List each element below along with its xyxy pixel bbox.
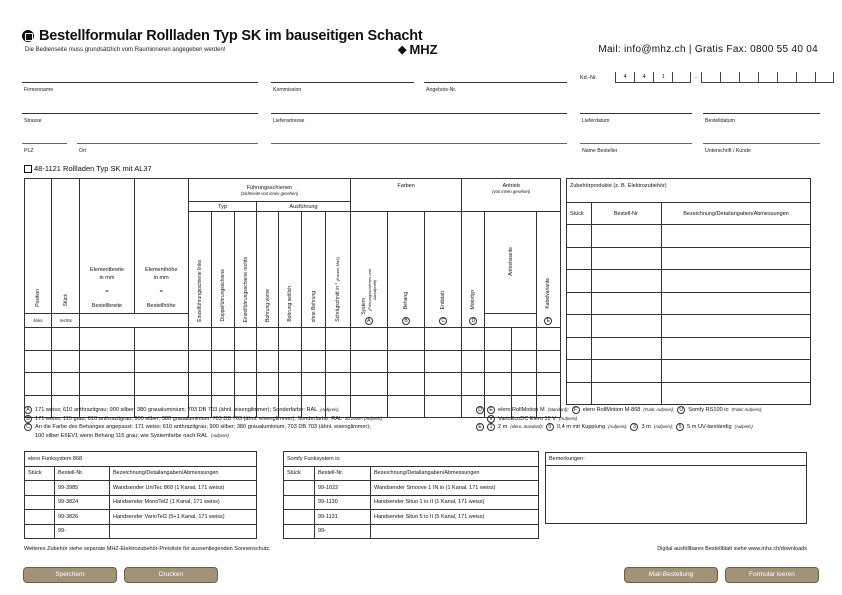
kd-digit-input[interactable] — [758, 72, 777, 83]
accessory-cell[interactable] — [567, 337, 592, 360]
marker-e: E — [544, 317, 552, 325]
order-cell[interactable] — [52, 328, 80, 351]
col-endstab: Endstab C — [425, 212, 462, 328]
accessory-cell[interactable] — [662, 225, 811, 248]
kd-digit-input[interactable]: 4 — [615, 72, 634, 83]
print-button[interactable]: Drucken — [124, 567, 218, 583]
accessory-cell[interactable] — [567, 270, 592, 293]
legend-item: 2 m — [498, 424, 508, 431]
somfy-qty-input[interactable] — [284, 524, 315, 539]
kd-digit-input[interactable]: 4 — [634, 72, 653, 83]
legend-code-icon: 0 — [546, 423, 554, 431]
lieferadresse-input[interactable] — [271, 113, 567, 114]
col-bohrung-seitlich: Bohrung seitlich — [279, 212, 302, 328]
accessory-cell[interactable] — [662, 270, 811, 293]
product-checkbox[interactable] — [24, 165, 32, 173]
accessories-title: Zubehörprodukte (z. B. Elektrozubehör) — [567, 179, 811, 203]
elero-cell: 99-3826 — [55, 510, 110, 525]
legend-code-icon: U — [677, 406, 685, 414]
clear-form-button[interactable]: Formular leeren — [725, 567, 819, 583]
accessory-cell[interactable] — [592, 337, 662, 360]
order-cell[interactable] — [80, 328, 134, 351]
angebots-nr-input[interactable] — [424, 82, 567, 83]
legend-note: (Funk; Aufpreis); — [731, 407, 763, 412]
order-cell[interactable] — [188, 328, 211, 351]
elero-cell: Wandsender UniTec 868 (1 Kanal, 171 weiss) — [110, 481, 257, 496]
order-cell[interactable] — [462, 350, 485, 373]
elero-row — [25, 481, 257, 496]
somfy-qty-input[interactable] — [284, 510, 315, 525]
order-cell[interactable] — [485, 328, 511, 351]
order-cell[interactable] — [212, 328, 235, 351]
legend-note: (Aufpreis) — [734, 424, 753, 430]
col-rechts: rechts — [52, 314, 80, 328]
col-hoehe: Elementhöhe in mm = Bestellhöhe — [134, 179, 188, 314]
order-cell[interactable] — [257, 373, 279, 396]
col-typ-rechts: Einzelführungsschiene rechts — [235, 212, 257, 328]
bestelldatum-input[interactable] — [703, 113, 820, 114]
marker-a: A — [365, 317, 373, 325]
name-besteller-label: Name Besteller — [582, 148, 618, 154]
somfy-row — [284, 510, 539, 525]
col-kabelvariante: Kabelvariante E — [536, 212, 560, 328]
elero-row — [25, 510, 257, 525]
order-cell[interactable] — [80, 350, 134, 373]
title-text: Bestellformular Rollladen Typ SK im bauseitigen Schacht — [39, 28, 423, 44]
accessory-row — [567, 337, 811, 360]
order-cell[interactable] — [325, 328, 350, 351]
legend-item: Somfy RS100 io — [688, 407, 729, 413]
somfy-cell: 99-1022 — [315, 481, 371, 496]
order-cell[interactable] — [235, 350, 257, 373]
contact-info: Mail: info@mhz.ch | Gratis Fax: 0800 55 40 04 — [598, 44, 818, 55]
order-cell[interactable] — [536, 328, 560, 351]
somfy-cell: Handsender Situo 1 io II (1 Kanal, 171 weiss) — [371, 495, 539, 510]
farben-header: Farben — [350, 179, 462, 212]
legend-item: elero RollMotion M — [498, 407, 545, 413]
legend-code-icon: 3 — [630, 423, 638, 431]
elero-qty-input[interactable] — [25, 524, 55, 539]
elero-cell: Handsender VarioTel2 (5+1 Kanal, 171 weiss) — [110, 510, 257, 525]
marker-c: C — [439, 317, 447, 325]
order-cell[interactable] — [511, 328, 536, 351]
order-cell[interactable] — [235, 373, 257, 396]
kommission-label: Kommission — [273, 87, 302, 93]
somfy-cell: 99-1131 — [315, 510, 371, 525]
order-row — [25, 328, 561, 351]
order-cell[interactable] — [325, 350, 350, 373]
order-cell[interactable] — [511, 350, 536, 373]
kd-digit-input[interactable] — [739, 72, 758, 83]
acc-header-stueck: Stück — [567, 203, 592, 225]
col-typ-links: Einzelführungsschiene links — [188, 212, 211, 328]
accessory-row — [567, 315, 811, 338]
order-cell[interactable] — [279, 350, 302, 373]
kommission-input[interactable] — [271, 82, 414, 83]
order-cell[interactable] — [425, 328, 462, 351]
angebots-nr-label: Angebots-Nr. — [426, 87, 457, 93]
order-cell[interactable] — [387, 350, 424, 373]
somfy-cell[interactable] — [371, 524, 539, 539]
kd-digit-input[interactable] — [777, 72, 796, 83]
somfy-cell[interactable]: 99- — [315, 524, 371, 539]
elero-cell: 99-3985 — [55, 481, 110, 496]
kd-separator: - — [695, 75, 697, 81]
somfy-qty-input[interactable] — [284, 481, 315, 496]
order-cell[interactable] — [134, 350, 188, 373]
accessory-cell[interactable] — [662, 337, 811, 360]
ort-input[interactable] — [77, 143, 258, 144]
elero-header-bez: Bezeichnung/Detailangaben/Abmessungen — [110, 466, 257, 481]
accessory-cell[interactable] — [567, 247, 592, 270]
somfy-cell: 99-1130 — [315, 495, 371, 510]
kd-digit-input[interactable] — [701, 72, 720, 83]
legend-code-icon: E — [487, 406, 495, 414]
elero-header-bestell: Bestell-Nr. — [55, 466, 110, 481]
save-button[interactable]: Speichern — [23, 567, 117, 583]
bestelldatum-label: Bestelldatum — [705, 118, 735, 124]
legend-item: 5 m UV-beständig — [687, 424, 732, 431]
legend-note: (Funk; Aufpreis); — [643, 407, 675, 412]
lieferadresse-input-2[interactable] — [271, 143, 567, 144]
col-schraegschnitt: Schrägschnitt in ° (Kurzes Maß) — [325, 212, 350, 328]
form-icon — [22, 30, 34, 42]
firmenname-input[interactable] — [22, 82, 258, 83]
elero-title: elero Funksystem 868 — [25, 452, 257, 467]
col-typ-doppel: Doppelführungsschiene — [212, 212, 235, 328]
product-option[interactable] — [24, 164, 152, 173]
ort-label: Ort — [79, 148, 87, 154]
order-cell[interactable] — [134, 328, 188, 351]
download-note: Digital ausfüllbares Bestellblatt siehe www.mhz.ch/downloads — [657, 546, 807, 552]
elero-cell: 99-3824 — [55, 495, 110, 510]
accessory-cell[interactable] — [592, 270, 662, 293]
somfy-row — [284, 524, 539, 539]
order-cell[interactable] — [188, 350, 211, 373]
col-position: Position — [25, 179, 52, 314]
somfy-header-bestell: Bestell-Nr. — [315, 466, 371, 481]
lieferdatum-input[interactable] — [580, 113, 692, 114]
elero-qty-input[interactable] — [25, 510, 55, 525]
fuehrungsschienen-header: Führungsschienen (Sichtseite von innen gesehen) — [188, 179, 350, 202]
kd-digit-input[interactable] — [720, 72, 739, 83]
col-ohne-bohrung: ohne Bohrung — [302, 212, 325, 328]
elero-cell: Handsender MonoTel2 (1 Kanal, 171 weiss) — [110, 495, 257, 510]
strasse-input[interactable] — [22, 113, 258, 114]
accessory-cell[interactable] — [592, 315, 662, 338]
elero-cell[interactable]: 99- — [55, 524, 110, 539]
legend-note: (elero, Standard); — [510, 424, 543, 430]
accessory-cell[interactable] — [592, 360, 662, 383]
order-cell[interactable] — [536, 350, 560, 373]
marker-d: D — [469, 317, 477, 325]
plz-input[interactable] — [22, 143, 67, 144]
order-cell[interactable] — [462, 328, 485, 351]
legend-item: 0,4 m mit Kupplung — [556, 424, 606, 431]
accessory-row — [567, 382, 811, 405]
somfy-qty-input[interactable] — [284, 495, 315, 510]
order-cell[interactable] — [425, 373, 462, 396]
order-cell[interactable] — [212, 350, 235, 373]
color-legend: A 171 weiss; 610 anthrazitgrau; 900 silber; 380 graualuminium; 703 DB 703 (ähnl. eisenglimmer); Sonderfarbe: RAL (Aufpreis) B 171 weiss; 115 grau; 610 anthrazitgrau; 900 silber; 380 graualuminium; 703 DB 703 (ähnl. eisenglimmer); Sonderfarbe: RAL ab 200m² (Aufpreis) C An die Farbe des Behanges angepasst: 171 weiss; 610 anthrazitgrau; 900 silber; 380 graualuminium; 703 DB 703 (ähnl. eisenglimmer); 100 silber E6EV1 wenn Behang 115 grau; wie Systemfarbe nach RAL (Aufpreis) — [24, 406, 464, 440]
firmenname-label: Firmenname — [24, 87, 54, 93]
accessories-table — [566, 178, 811, 405]
ausfuehrung-header: Ausführung — [257, 202, 351, 212]
order-cell[interactable] — [302, 328, 325, 351]
col-bohrung-vorne: Bohrung vorne — [257, 212, 279, 328]
accessory-row — [567, 247, 811, 270]
accessory-cell[interactable] — [592, 382, 662, 405]
legend-item: 3 m — [641, 424, 651, 431]
product-label: 48-1121 Rollladen Typ SK mit AL37 — [34, 164, 152, 173]
legend-code-icon: 5 — [676, 423, 684, 431]
col-motortyp: Motortyp D — [462, 212, 485, 328]
accessory-cell[interactable] — [592, 292, 662, 315]
order-cell[interactable] — [387, 373, 424, 396]
order-cell[interactable] — [325, 373, 350, 396]
order-cell[interactable] — [235, 328, 257, 351]
remarks-label: Bemerkungen: — [546, 453, 806, 466]
order-cell[interactable] — [257, 350, 279, 373]
somfy-cell: Wandsender Smoove 1 IN io (1 Kanal, 171 weiss) — [371, 481, 539, 496]
plz-label: PLZ — [24, 148, 34, 154]
col-system: System(Führungsschienen und Abrollprofil) A — [350, 212, 387, 328]
elero-row — [25, 495, 257, 510]
acc-header-bez: Bezeichnung/Detailangaben/Abmessungen — [662, 203, 811, 225]
order-cell[interactable] — [536, 373, 560, 396]
drive-legend: D E elero RollMotion M (Standard); F elero RollMotion M-868 (Funk; Aufpreis); U Somfy RS100 io (Funk; Aufpreis); V VarioEcoDC Elero 12 V (Aufpreis) E 1 2 m (elero, Standard); 0 0,4 m mit Kupplung (Aufpreis); 3 3 m (Aufpreis); 5 5 m UV-beständig (Aufpreis) — [476, 406, 826, 432]
legend-code-icon: 1 — [487, 423, 495, 431]
legend-code-icon: F — [572, 406, 580, 414]
somfy-header-stueck: Stück — [284, 466, 315, 481]
kd-digit-input[interactable]: 1 — [653, 72, 672, 83]
unterschrift-label: Unterschrift / Kunde — [705, 148, 751, 154]
order-row — [25, 373, 561, 396]
order-cell[interactable] — [302, 373, 325, 396]
subtitle: Die Bedienseite muss grundsätzlich vom Rauminneren angegeben werden! — [25, 47, 226, 53]
order-cell[interactable] — [279, 328, 302, 351]
accessory-cell[interactable] — [567, 360, 592, 383]
somfy-table — [283, 451, 539, 539]
elero-row — [25, 524, 257, 539]
somfy-cell: Handsender Situo 5 io II (5 Kanal, 171 weiss) — [371, 510, 539, 525]
unterschrift-input[interactable] — [703, 143, 820, 144]
mail-order-button[interactable]: Mail-Bestellung — [624, 567, 718, 583]
legend-item: elero RollMotion M-868 — [582, 407, 641, 413]
order-cell[interactable] — [462, 373, 485, 396]
order-cell[interactable] — [25, 328, 52, 351]
antrieb-header: Antrieb (von innen gesehen) — [462, 179, 561, 212]
kd-nr-label: Kd.-Nr. — [580, 75, 598, 81]
order-cell[interactable] — [387, 328, 424, 351]
order-cell[interactable] — [485, 373, 511, 396]
kd-digit-input[interactable] — [796, 72, 815, 83]
col-links: links — [25, 314, 52, 328]
order-cell[interactable] — [52, 373, 80, 396]
accessory-cell[interactable] — [662, 247, 811, 270]
accessory-row — [567, 270, 811, 293]
mhz-logo: ◆ MHZ — [398, 42, 438, 57]
remarks-box — [545, 452, 807, 524]
elero-cell[interactable] — [110, 524, 257, 539]
somfy-row — [284, 495, 539, 510]
footer-note: Weiteres Zubehör siehe separate MHZ-Elektrozubehör-Preisliste für aussenliegenden Sonnenschutz. — [24, 546, 271, 552]
page-title — [22, 28, 423, 44]
order-cell[interactable] — [25, 373, 52, 396]
order-cell[interactable] — [279, 373, 302, 396]
order-cell[interactable] — [134, 373, 188, 396]
order-cell[interactable] — [302, 350, 325, 373]
order-cell[interactable] — [350, 328, 387, 351]
order-cell[interactable] — [350, 373, 387, 396]
accessory-cell[interactable] — [592, 225, 662, 248]
order-cell[interactable] — [511, 373, 536, 396]
order-cell[interactable] — [425, 350, 462, 373]
order-cell[interactable] — [485, 350, 511, 373]
strasse-label: Strasse — [24, 118, 42, 124]
somfy-header-bez: Bezeichnung/Detailangaben/Abmessungen — [371, 466, 539, 481]
lieferadresse-label: Lieferadresse — [273, 118, 305, 124]
order-cell[interactable] — [80, 373, 134, 396]
accessory-cell[interactable] — [567, 225, 592, 248]
legend-note: (Aufpreis); — [653, 424, 674, 430]
order-row — [25, 350, 561, 373]
elero-qty-input[interactable] — [25, 481, 55, 496]
order-table — [24, 178, 561, 418]
col-antriebsseite: Antriebsseite — [485, 212, 536, 314]
remarks-input[interactable] — [546, 466, 806, 523]
accessory-row — [567, 225, 811, 248]
order-cell[interactable] — [257, 328, 279, 351]
accessory-cell[interactable] — [662, 292, 811, 315]
elero-qty-input[interactable] — [25, 495, 55, 510]
accessory-cell[interactable] — [592, 247, 662, 270]
acc-header-bestell: Bestell-Nr. — [592, 203, 662, 225]
accessory-cell[interactable] — [567, 315, 592, 338]
accessory-cell[interactable] — [662, 360, 811, 383]
col-stueck: Stück — [52, 179, 80, 314]
order-cell[interactable] — [350, 350, 387, 373]
accessory-cell[interactable] — [567, 382, 592, 405]
kd-digit-input[interactable] — [672, 72, 691, 83]
col-behang: Behang B — [387, 212, 424, 328]
accessory-cell[interactable] — [662, 315, 811, 338]
legend-note: (Aufpreis); — [608, 424, 628, 430]
order-cell[interactable] — [25, 350, 52, 373]
typ-header: Typ — [188, 202, 256, 212]
diamond-icon: ◆ — [398, 44, 407, 56]
accessory-cell[interactable] — [567, 292, 592, 315]
col-breite: Elementbreite in mm = Bestellbreite — [80, 179, 134, 314]
marker-b: B — [402, 317, 410, 325]
legend-note: (Standard); — [547, 407, 569, 412]
accessory-row — [567, 360, 811, 383]
lieferdatum-label: Lieferdatum — [582, 118, 610, 124]
order-cell[interactable] — [52, 350, 80, 373]
order-cell[interactable] — [212, 373, 235, 396]
name-besteller-input[interactable] — [580, 143, 692, 144]
kd-nr-field[interactable] — [580, 72, 834, 83]
accessory-row — [567, 292, 811, 315]
order-cell[interactable] — [188, 373, 211, 396]
accessory-cell[interactable] — [662, 382, 811, 405]
somfy-title: Somfy Funksystem io — [284, 452, 539, 467]
elero-header-stueck: Stück — [25, 466, 55, 481]
elero-table — [24, 451, 257, 539]
kd-digit-input[interactable] — [815, 72, 834, 83]
somfy-row — [284, 481, 539, 496]
